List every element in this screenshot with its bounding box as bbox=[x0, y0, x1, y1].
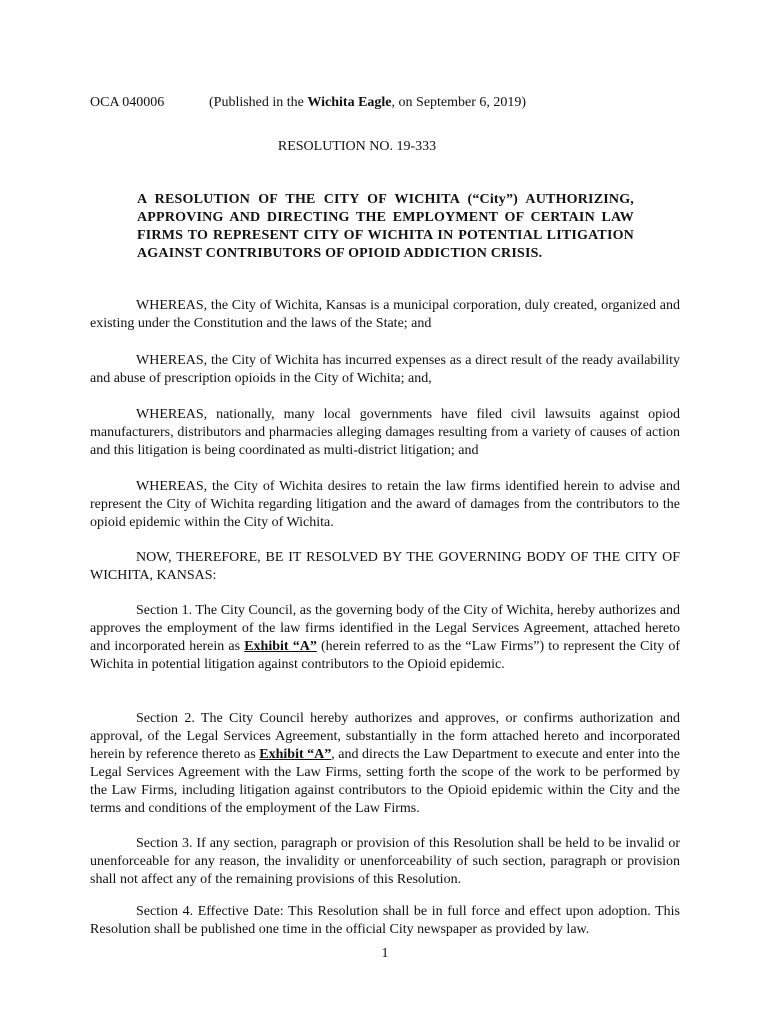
page-number: 1 bbox=[381, 946, 389, 961]
section-4-paragraph: Section 4. Effective Date: This Resolution shall be in full force and effect upon adoption. This Resolution shall be published one time in the official City newspaper as provided by law. bbox=[90, 904, 680, 937]
section-1-text-end: (herein referred to as the “Law Firms”) to represent the City of Wichita in potential litigation against contributors to the Opioid epidemic. bbox=[90, 639, 680, 672]
publication-prefix: (Published in the bbox=[209, 95, 308, 110]
section-3-paragraph: Section 3. If any section, paragraph or provision of this Resolution shall be held to be invalid or unenforceable for any reason, the invalidity or unenforceability of such section, paragraph or provision shall not affect any of the remaining provisions of this Resolution. bbox=[90, 836, 680, 887]
section-2-text-end: , and directs the Law Department to execute and enter into the Legal Services Agreement with the Law Firms, setting forth the scope of the work to be performed by the Law Firms, including litigation against contributors to the Opioid epidemic within the City and the terms and conditions of the employment of the Law Firms. bbox=[90, 747, 680, 816]
whereas-paragraph-3: WHEREAS, nationally, many local governments have filed civil lawsuits against opiod manufacturers, distributors and pharmacies alleging damages resulting from a variety of causes of action and this litigation is being coordinated as multi-district litigation; and bbox=[90, 407, 680, 458]
exhibit-a-reference: Exhibit “A” bbox=[244, 639, 317, 654]
exhibit-a-reference: Exhibit “A” bbox=[259, 747, 332, 762]
newspaper-name: Wichita Eagle bbox=[307, 95, 392, 110]
resolved-clause: NOW, THEREFORE, BE IT RESOLVED BY THE GOVERNING BODY OF THE CITY OF WICHITA, KANSAS: bbox=[90, 550, 680, 583]
publication-suffix: , on September 6, 2019) bbox=[391, 95, 527, 110]
publication-note bbox=[209, 94, 526, 112]
document-code: OCA 040006 bbox=[90, 95, 165, 110]
section-2-text-start: Section 2. The City Council hereby authorizes and approves, or confirms authorization and approval, of the Legal Services Agreement, substantially in the form attached hereto and incorporated herein by reference thereto as bbox=[90, 711, 680, 762]
section-1-text-start: Section 1. The City Council, as the governing body of the City of Wichita, hereby authorizes and approves the employment of the law firms identified in the Legal Services Agreement, attached hereto and incorporated herein as bbox=[90, 603, 680, 654]
resolution-title: A RESOLUTION OF THE CITY OF WICHITA (“City”) AUTHORIZING, APPROVING AND DIRECTING THE EMPLOYMENT OF CERTAIN LAW FIRMS TO REPRESENT CITY OF WICHITA IN POTENTIAL LITIGATION AGAINST CONTRIBUTORS OF OPIOID ADDICTION CRISIS. bbox=[137, 192, 634, 261]
whereas-paragraph-1: WHEREAS, the City of Wichita, Kansas is a municipal corporation, duly created, organized and existing under the Constitution and the laws of the State; and bbox=[90, 298, 680, 331]
section-2-paragraph bbox=[90, 710, 680, 818]
resolution-number: RESOLUTION NO. 19-333 bbox=[277, 139, 437, 154]
whereas-paragraph-4: WHEREAS, the City of Wichita desires to retain the law firms identified herein to advise and represent the City of Wichita regarding litigation and the award of damages from the contributors to the opioid epidemic within the City of Wichita. bbox=[90, 479, 680, 530]
whereas-paragraph-2: WHEREAS, the City of Wichita has incurred expenses as a direct result of the ready availability and abuse of prescription opioids in the City of Wichita; and, bbox=[90, 353, 680, 386]
section-1-paragraph bbox=[90, 602, 680, 674]
